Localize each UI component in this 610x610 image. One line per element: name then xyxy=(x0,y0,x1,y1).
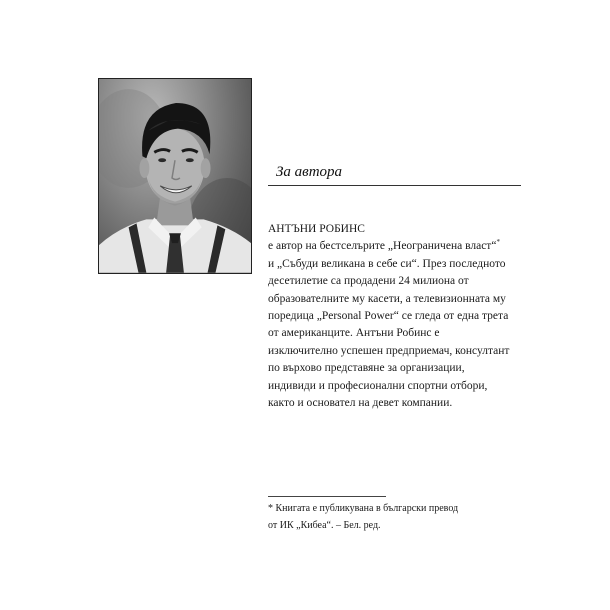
author-photo xyxy=(98,78,252,274)
bio-line: десетилетие са продадени 24 милиона от xyxy=(268,275,469,288)
bio-line: индивиди и професионални спортни отбори, xyxy=(268,379,488,392)
bio-line: по върхово представяне за организации, xyxy=(268,362,465,375)
footnote xyxy=(268,500,528,534)
footnote-marker: * xyxy=(496,238,500,247)
bio-line: образователните му касети, а телевизионната му xyxy=(268,292,506,305)
bio-line: изключително успешен предприемач, консултант xyxy=(268,344,510,357)
author-name: АНТЪНИ РОБИНС xyxy=(268,223,365,235)
bio-line: поредица „Personal Power“ се гледа от една трета xyxy=(268,310,509,323)
bio-line: от американците. Антъни Робинс е xyxy=(268,327,440,340)
bio-line: и „Събуди великана в себе си“. През последното xyxy=(268,257,506,270)
portrait-illustration xyxy=(99,79,251,273)
section-title: За автора xyxy=(276,164,343,180)
bio-line: както и основател на девет компании. xyxy=(268,397,453,410)
footnote-line: * Книгата е публикувана в български превод xyxy=(268,503,459,514)
bio-line xyxy=(268,238,530,255)
footnote-line: от ИК „Кибеа“. – Бел. ред. xyxy=(268,520,381,531)
bio-line-text: е автор на бестселърите „Неограничена власт“ xyxy=(268,240,497,253)
title-divider xyxy=(268,185,521,186)
author-bio xyxy=(268,221,530,412)
footnote-divider xyxy=(268,496,386,497)
